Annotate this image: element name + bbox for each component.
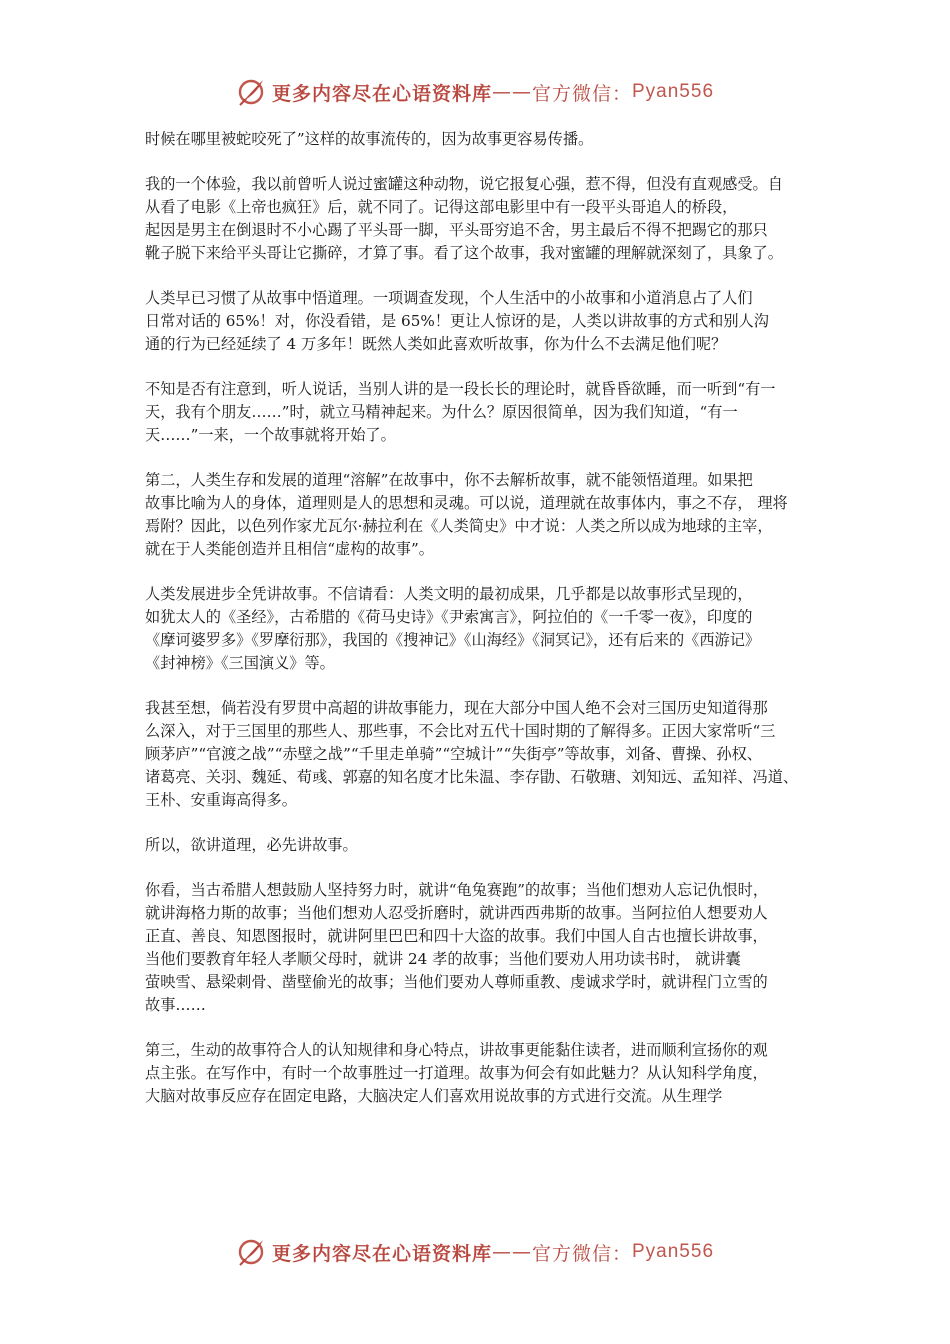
paragraph (145, 469, 820, 561)
text-line: 顾茅庐”“官渡之战”“赤壁之战”“千里走单骑”“空城计”“失街亭”等故事，刘备、曹操、孙权、 (145, 745, 762, 763)
text-line: 第三，生动的故事符合人的认知规律和身心特点，讲故事更能黏住读者，进而顺利宣扬你的观 (145, 1041, 768, 1059)
text-line: 萤映雪、悬梁刺骨、凿壁偷光的故事；当他们要劝人尊师重教、虔诚求学时，就讲程门立雪的 (145, 973, 768, 991)
text-line: 人类发展进步全凭讲故事。不信请看：人类文明的最初成果，几乎都是以故事形式呈现的， (145, 585, 753, 603)
footer-banner (0, 1232, 950, 1272)
text-line: 你看，当古希腊人想鼓励人坚持努力时，就讲“龟兔赛跑”的故事；当他们想劝人忘记仇恨时， (145, 881, 769, 899)
banner-wechat-label: 官方微信： (531, 82, 632, 105)
paragraph (145, 128, 820, 151)
banner-text: 更多内容尽在心语资料库 (271, 1242, 492, 1265)
banner-wechat-id: Pyan556 (632, 1241, 715, 1262)
text-line: 当他们要教育年轻人孝顺父母时，就讲 24 孝的故事；当他们要劝人用功读书时， 就讲囊 (145, 950, 741, 968)
text-line: 所以，欲讲道理，必先讲故事。 (145, 836, 358, 854)
text-line: 点主张。在写作中，有时一个故事胜过一打道理。故事为何会有如此魅力？从认知科学角度， (145, 1064, 768, 1082)
text-line: 焉附？因此，以色列作家尤瓦尔·赫拉利在《人类简史》中才说：人类之所以成为地球的主宰， (145, 517, 773, 535)
text-line: 么深入，对于三国里的那些人、那些事，不会比对五代十国时期的了解得多。正因大家常听“三 (145, 722, 776, 740)
document-body (145, 128, 820, 1130)
text-line: 故事比喻为人的身体，道理则是人的思想和灵魂。可以说，道理就在故事体内，事之不存， 理将 (145, 494, 788, 512)
text-line: 大脑对故事反应存在固定电路，大脑决定人们喜欢用说故事的方式进行交流。从生理学 (145, 1087, 723, 1105)
text-line: 正直、善良、知恩图报时，就讲阿里巴巴和四十大盗的故事。我们中国人自古也擅长讲故事， (145, 927, 768, 945)
text-line: 诸葛亮、关羽、魏延、荀彧、郭嘉的知名度才比朱温、李存勖、石敬瑭、刘知远、孟知祥、冯道、 (145, 768, 799, 786)
paragraph (145, 287, 820, 356)
text-line: 天，我有个朋友……”时，就立马精神起来。为什么？原因很简单，因为我们知道，“有一 (145, 403, 738, 421)
text-line: 我甚至想，倘若没有罗贯中高超的讲故事能力，现在大部分中国人绝不会对三国历史知道得那 (145, 699, 768, 717)
paragraph (145, 879, 820, 1017)
text-line: 我的一个体验，我以前曾听人说过蜜罐这种动物，说它报复心强，惹不得，但没有直观感受。自 (145, 175, 783, 193)
text-line: 从看了电影《上帝也疯狂》后，就不同了。记得这部电影里中有一段平头哥追人的桥段， (145, 198, 738, 216)
text-line: 如犹太人的《圣经》，古希腊的《荷马史诗》《尹索寓言》，阿拉伯的《一千零一夜》，印度的 (145, 608, 753, 626)
quill-logo-icon (236, 77, 266, 107)
text-line: 第二，人类生存和发展的道理“溶解”在故事中，你不去解析故事，就不能领悟道理。如果把 (145, 471, 753, 489)
text-line: 时候在哪里被蛇咬死了”这样的故事流传的，因为故事更容易传播。 (145, 130, 594, 148)
text-line: 人类早已习惯了从故事中悟道理。一项调查发现，个人生活中的小故事和小道消息占了人们 (145, 289, 753, 307)
text-line: 就讲海格力斯的故事；当他们想劝人忍受折磨时，就讲西西弗斯的故事。当阿拉伯人想要劝人 (145, 904, 768, 922)
text-line: 靴子脱下来给平头哥让它撕碎，才算了事。看了这个故事，我对蜜罐的理解就深刻了，具象了。 (145, 244, 783, 262)
paragraph (145, 697, 820, 812)
text-line: 王朴、安重诲高得多。 (145, 791, 297, 809)
text-line: 《封神榜》《三国演义》等。 (145, 654, 335, 672)
text-line: 日常对话的 65%！对，你没看错，是 65%！更让人惊讶的是，人类以讲故事的方式和别人沟 (145, 312, 769, 330)
paragraph (145, 834, 820, 857)
paragraph (145, 583, 820, 675)
banner-wechat-label: 官方微信： (531, 1242, 632, 1265)
banner-wechat-id: Pyan556 (632, 81, 715, 102)
banner-text: 更多内容尽在心语资料库 (271, 82, 492, 105)
paragraph (145, 173, 820, 265)
text-line: 不知是否有注意到，听人说话，当别人讲的是一段长长的理论时，就昏昏欲睡，而一听到“有一 (145, 380, 776, 398)
text-line: 通的行为已经延续了 4 万多年！既然人类如此喜欢听故事，你为什么不去满足他们呢？ (145, 335, 727, 353)
text-line: 故事…… (145, 996, 206, 1014)
text-line: 《摩诃婆罗多》《罗摩衍那》，我国的《搜神记》《山海经》《洞冥记》，还有后来的《西游记》 (145, 631, 761, 649)
paragraph (145, 378, 820, 447)
text-line: 起因是男主在倒退时不小心踢了平头哥一脚，平头哥穷追不舍，男主最后不得不把踢它的那只 (145, 221, 768, 239)
text-line: 就在于人类能创造并且相信“虚构的故事”。 (145, 540, 434, 558)
quill-logo-icon (236, 1237, 266, 1267)
paragraph (145, 1039, 820, 1108)
header-banner (0, 72, 950, 112)
banner-separator: —— (491, 1241, 532, 1263)
text-line: 天……”一来，一个故事就将开始了。 (145, 426, 396, 444)
banner-separator: —— (491, 81, 532, 103)
